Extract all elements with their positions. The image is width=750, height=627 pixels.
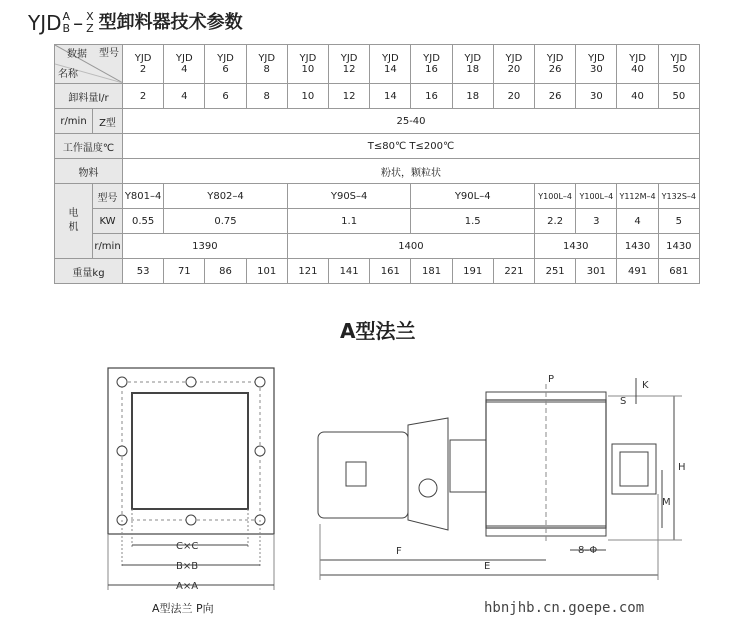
label-m: M: [662, 497, 671, 508]
discharge-cell: 18: [452, 84, 493, 109]
temp-label: 工作温度℃: [55, 134, 123, 159]
kw-cell: 2.2: [535, 209, 576, 234]
bolt-holes: [117, 377, 265, 525]
kw-cell: 0.55: [123, 209, 164, 234]
weight-cell: 101: [246, 259, 287, 284]
discharge-cell: 6: [205, 84, 246, 109]
model-cell: YJD 14: [370, 45, 411, 84]
weight-cell: 181: [411, 259, 452, 284]
discharge-cell: 16: [411, 84, 452, 109]
title-prefix: YJD: [28, 11, 62, 35]
title-text: 型卸料器技术参数: [98, 12, 243, 33]
motor-rpm-label: r/min: [93, 234, 123, 259]
motor-type-label: 型号: [93, 184, 123, 209]
weight-cell: 191: [452, 259, 493, 284]
motor-type-cell: Y90S–4: [287, 184, 411, 209]
motor-type-cell: Y100L–4: [535, 184, 576, 209]
title-a: A: [62, 10, 71, 23]
model-cell: YJD 26: [535, 45, 576, 84]
side-view: [318, 378, 682, 580]
weight-cell: 53: [123, 259, 164, 284]
motor-type-cell: Y100L–4: [576, 184, 617, 209]
motor-type-cell: Y112M–4: [617, 184, 658, 209]
rpm-label: r/min: [55, 109, 93, 134]
flange-view: [108, 368, 274, 590]
discharge-cell: 20: [493, 84, 534, 109]
dim-cc: C×C: [176, 541, 199, 552]
title-x: X: [86, 10, 94, 23]
motor-type-cell: Y132S–4: [658, 184, 699, 209]
discharge-cell: 30: [576, 84, 617, 109]
material-value: 粉状，颗粒状: [123, 159, 700, 184]
kw-cell: 4: [617, 209, 658, 234]
dim-bb: B×B: [176, 561, 199, 572]
section-title: A型法兰: [340, 319, 416, 343]
weight-cell: 86: [205, 259, 246, 284]
material-label: 物料: [55, 159, 123, 184]
model-cell: YJD 18: [452, 45, 493, 84]
weight-cell: 301: [576, 259, 617, 284]
kw-cell: 3: [576, 209, 617, 234]
kw-label: KW: [93, 209, 123, 234]
flange-caption: A型法兰 P向: [152, 602, 214, 615]
title-b: B: [62, 22, 71, 35]
flange-opening: [132, 393, 248, 509]
discharge-cell: 14: [370, 84, 411, 109]
z-rpm-value: 25-40: [123, 109, 700, 134]
motor-type-cell: Y90L–4: [411, 184, 535, 209]
motor-label: 电 机: [55, 184, 93, 259]
model-cell: YJD 4: [164, 45, 205, 84]
motor-rpm-cell: 1430: [535, 234, 617, 259]
motor-body: [318, 432, 408, 518]
title-z: Z: [86, 22, 94, 35]
motor-type-cell: Y801–4: [123, 184, 164, 209]
label-f: F: [396, 546, 402, 557]
label-h: H: [678, 462, 686, 473]
corner-right: 型号: [99, 48, 119, 59]
model-cell: YJD 10: [287, 45, 328, 84]
kw-cell: 5: [658, 209, 699, 234]
discharge-cell: 10: [287, 84, 328, 109]
z-type-label: Z型: [93, 109, 123, 134]
model-cell: YJD 8: [246, 45, 287, 84]
motor-rpm-cell: 1390: [123, 234, 288, 259]
weight-cell: 71: [164, 259, 205, 284]
label-holes: 8–Φ: [578, 545, 598, 556]
model-cell: YJD 20: [493, 45, 534, 84]
discharge-cell: 26: [535, 84, 576, 109]
reducer-body: [408, 418, 448, 530]
kw-cell: 0.75: [164, 209, 288, 234]
discharge-cell: 50: [658, 84, 699, 109]
dim-aa: A×A: [176, 581, 199, 592]
model-cell: YJD 12: [329, 45, 370, 84]
corner-top: 数据: [67, 49, 87, 60]
weight-cell: 121: [287, 259, 328, 284]
motor-rpm-cell: 1430: [658, 234, 699, 259]
temp-value: T≤80℃ T≤200℃: [123, 134, 700, 159]
label-s: S: [620, 396, 627, 407]
end-cap: [620, 452, 648, 486]
bolt-circle: [122, 382, 260, 520]
motor-terminal-box: [346, 462, 366, 486]
weight-cell: 141: [329, 259, 370, 284]
model-cell: YJD 16: [411, 45, 452, 84]
coupling: [450, 440, 486, 492]
kw-cell: 1.1: [287, 209, 411, 234]
weight-cell: 491: [617, 259, 658, 284]
discharge-cell: 40: [617, 84, 658, 109]
model-cell: YJD 50: [658, 45, 699, 84]
model-cell: YJD 40: [617, 45, 658, 84]
label-k: K: [642, 380, 649, 391]
discharge-cell: 8: [246, 84, 287, 109]
model-cell: YJD 6: [205, 45, 246, 84]
model-cell: YJD 30: [576, 45, 617, 84]
discharge-cell: 12: [329, 84, 370, 109]
label-e: E: [484, 561, 491, 572]
model-cell: YJD 2: [123, 45, 164, 84]
weight-cell: 161: [370, 259, 411, 284]
weight-cell: 681: [658, 259, 699, 284]
label-p: P: [548, 374, 555, 385]
corner-bottom: 名称: [58, 69, 78, 80]
discharge-cell: 4: [164, 84, 205, 109]
reducer-shaft: [419, 479, 437, 497]
discharge-label: 卸料量l/r: [55, 84, 123, 109]
motor-rpm-cell: 1430: [617, 234, 658, 259]
discharge-cell: 2: [123, 84, 164, 109]
motor-rpm-cell: 1400: [287, 234, 534, 259]
weight-label: 重量kg: [55, 259, 123, 284]
kw-cell: 1.5: [411, 209, 535, 234]
watermark: hbnjhb.cn.goepe.com: [484, 600, 645, 616]
motor-type-cell: Y802–4: [164, 184, 288, 209]
weight-cell: 221: [493, 259, 534, 284]
weight-cell: 251: [535, 259, 576, 284]
title-dash: –: [73, 11, 84, 35]
